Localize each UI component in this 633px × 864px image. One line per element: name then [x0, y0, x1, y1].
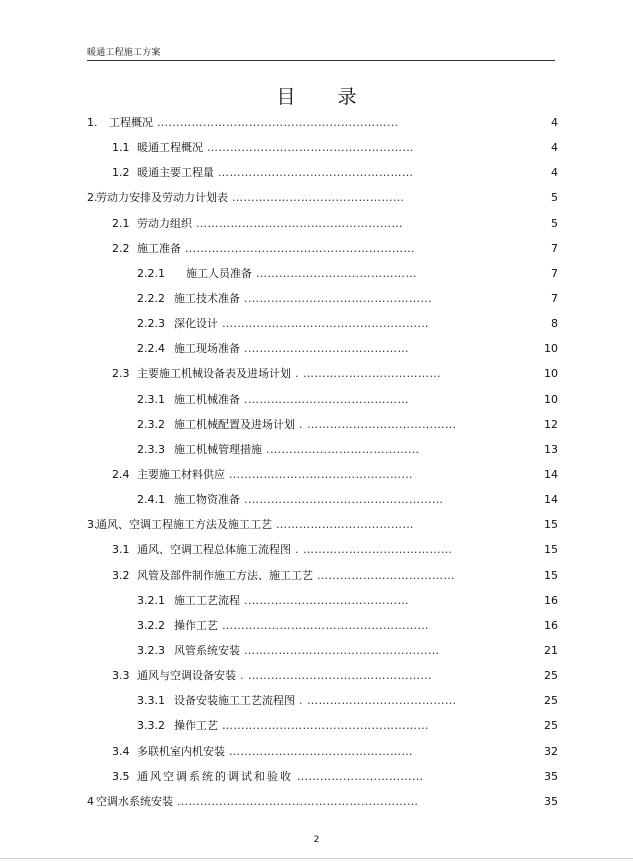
toc-entry[interactable]	[87, 588, 558, 613]
toc-entry[interactable]	[87, 261, 558, 286]
toc-entry-title: 主要施工材料供应	[137, 467, 225, 481]
toc-entry-title-line	[137, 462, 413, 487]
toc-entry[interactable]	[87, 135, 558, 160]
toc-entry-page: 16	[544, 593, 558, 607]
toc-entry-number: 3.5	[112, 769, 130, 783]
toc-entry-page: 7	[551, 291, 558, 305]
toc-entry[interactable]	[87, 412, 558, 437]
toc-entry-page: 7	[551, 266, 558, 280]
toc-entry-number: 3.3.2	[137, 719, 165, 733]
toc-entry-page: 15	[544, 568, 558, 582]
toc-entry[interactable]	[87, 211, 558, 236]
toc-entry-title: 设备安装施工工艺流程图	[174, 694, 295, 708]
toc-entry-title: 深化设计	[174, 317, 218, 331]
toc-entry-page: 25	[544, 719, 558, 733]
toc-leader-dots: ………………………………………………	[218, 719, 429, 733]
toc-entry-page: 25	[544, 694, 558, 708]
toc-entry-number: 2.	[87, 191, 98, 205]
toc-entry-title-line	[174, 588, 409, 613]
toc-leader-dots: .……………………………………	[240, 392, 409, 406]
toc-entry[interactable]	[87, 739, 558, 764]
toc-entry-number: 4	[87, 794, 94, 808]
toc-entry[interactable]	[87, 437, 558, 462]
toc-entry-number: 2.2.2	[137, 291, 165, 305]
table-of-contents	[87, 110, 558, 814]
toc-entry[interactable]	[87, 563, 558, 588]
toc-leader-dots: ………………………………………………	[218, 317, 429, 331]
toc-entry-title-line	[137, 236, 415, 261]
toc-entry-number: 3.2.1	[137, 593, 165, 607]
toc-leader-dots: ……………………………………………………	[181, 241, 415, 255]
toc-entry[interactable]	[87, 110, 558, 135]
toc-entry-title: 风管系统安装	[174, 643, 240, 657]
toc-entry-number: 2.2.4	[137, 342, 165, 356]
toc-entry[interactable]	[87, 764, 558, 789]
toc-entry-number: 2.2.3	[137, 317, 165, 331]
toc-entry[interactable]	[87, 387, 558, 412]
toc-entry-page: 4	[551, 166, 558, 180]
toc-entry-title: 施工人员准备	[186, 266, 252, 280]
toc-entry[interactable]	[87, 160, 558, 185]
toc-title: 目 录	[276, 86, 375, 108]
toc-entry-title-line	[174, 387, 409, 412]
toc-entry-page: 10	[544, 367, 558, 381]
toc-entry-title: 操作工艺	[174, 719, 218, 733]
toc-entry-page: 15	[544, 518, 558, 532]
toc-leader-dots: .……………………………………	[240, 342, 409, 356]
toc-entry-number: 3.2	[112, 568, 130, 582]
running-header: 暖通工程施工方案	[87, 48, 161, 58]
toc-entry-number: 2.1	[112, 216, 130, 230]
toc-entry[interactable]	[87, 537, 558, 562]
toc-entry-title-line	[174, 487, 444, 512]
toc-leader-dots: ………………………………………………………	[153, 116, 399, 129]
toc-entry-page: 5	[551, 216, 558, 230]
toc-entry[interactable]	[87, 713, 558, 738]
toc-entry-page: 4	[551, 141, 558, 155]
toc-entry[interactable]	[87, 512, 558, 537]
toc-entry-page: 10	[544, 392, 558, 406]
header-divider	[87, 60, 555, 61]
toc-entry[interactable]	[87, 613, 558, 638]
toc-leader-dots: ………………………………………………	[203, 141, 414, 155]
toc-entry[interactable]	[87, 688, 558, 713]
toc-entry-title: 暖通主要工程量	[137, 166, 214, 180]
toc-entry-number: 3.4	[112, 744, 130, 758]
toc-entry-number: 1.	[87, 116, 98, 129]
toc-entry[interactable]	[87, 663, 558, 688]
toc-leader-dots: . …………………………………………	[236, 669, 432, 683]
toc-entry-title: 通风、空调工程施工方法及施工工艺	[96, 518, 272, 532]
toc-entry-title: 劳动力组织	[137, 216, 192, 230]
toc-entry-title: 空调水系统安装	[96, 794, 173, 808]
toc-entry-title-line	[96, 512, 414, 537]
toc-leader-dots: .……………………………………………	[240, 493, 444, 507]
toc-entry-page: 8	[551, 317, 558, 331]
toc-leader-dots: . ………………………………	[291, 367, 441, 381]
toc-entry-number: 3.	[87, 518, 98, 532]
toc-entry-title-line	[137, 361, 441, 386]
toc-entry-title-line	[174, 286, 432, 311]
toc-entry-title-line	[174, 688, 457, 713]
toc-entry-title-line	[174, 412, 457, 437]
toc-leader-dots: ……………………………………	[252, 266, 417, 280]
toc-entry[interactable]	[87, 789, 558, 814]
toc-entry[interactable]	[87, 638, 558, 663]
toc-leader-dots: ……………………………………………	[214, 166, 414, 180]
toc-entry-page: 35	[544, 794, 558, 808]
toc-entry-title: 施工机械管理措施	[174, 442, 262, 456]
toc-entry-page: 15	[544, 543, 558, 557]
toc-entry-title-line	[137, 739, 413, 764]
toc-entry-title: 通风空调系统的调试和验收	[137, 769, 293, 783]
toc-entry-number: 3.2.2	[137, 618, 165, 632]
toc-entry-page: 12	[544, 417, 558, 431]
toc-entry-page: 21	[544, 643, 558, 657]
toc-entry[interactable]	[87, 236, 558, 261]
toc-entry-title-line	[137, 764, 424, 789]
toc-entry-title-line	[174, 638, 440, 663]
toc-entry-page: 14	[544, 493, 558, 507]
toc-entry-number: 2.4	[112, 467, 130, 481]
toc-entry-page: 7	[551, 241, 558, 255]
toc-entry-title-line	[174, 437, 420, 462]
toc-leader-dots: .…………………………………	[262, 442, 420, 456]
toc-entry-title: 风管及部件制作施工方法、施工工艺	[137, 568, 313, 582]
toc-entry-number: 3.2.3	[137, 643, 165, 657]
toc-entry[interactable]	[87, 462, 558, 487]
toc-entry-title-line	[174, 336, 409, 361]
toc-entry-page: 4	[551, 116, 558, 129]
toc-entry-number: 1.2	[112, 166, 130, 180]
toc-entry-title-line	[137, 135, 414, 160]
toc-entry-number: 2.3	[112, 367, 130, 381]
toc-entry-title: 通风与空调设备安装	[137, 669, 236, 683]
toc-leader-dots: ………………………………	[313, 568, 455, 582]
toc-entry-title-line	[137, 537, 453, 562]
toc-leader-dots: .…………………………………………	[240, 291, 432, 305]
toc-leader-dots: …………………………………………	[225, 467, 413, 481]
toc-entry-title-line	[137, 160, 414, 185]
toc-entry-title: 主要施工机械设备表及进场计划	[137, 367, 291, 381]
toc-entry-title: 操作工艺	[174, 618, 218, 632]
toc-leader-dots: . …………………………………	[295, 694, 457, 708]
toc-entry-page: 25	[544, 669, 558, 683]
toc-entry-title-line	[137, 663, 432, 688]
toc-leader-dots: ………………………………………	[228, 191, 405, 205]
toc-leader-dots: ………………………………………………	[192, 216, 403, 230]
page-number: 2	[313, 835, 320, 845]
toc-entry-number: 3.1	[112, 543, 130, 557]
toc-entry-title: 施工机械准备	[174, 392, 240, 406]
toc-entry-page: 35	[544, 769, 558, 783]
toc-leader-dots: . …………………………………	[295, 417, 457, 431]
toc-entry-number: 2.4.1	[137, 493, 165, 507]
toc-entry-title-line	[174, 613, 429, 638]
toc-entry[interactable]	[87, 311, 558, 336]
toc-entry-page: 10	[544, 342, 558, 356]
toc-leader-dots: ………………………………………………	[218, 618, 429, 632]
toc-leader-dots: ……………………………	[293, 769, 424, 783]
toc-leader-dots: ……………………………………………	[240, 643, 440, 657]
toc-entry-title-line	[174, 311, 429, 336]
toc-entry[interactable]	[87, 487, 558, 512]
toc-entry-number: 3.3.1	[137, 694, 165, 708]
toc-entry-title: 多联机室内机安装	[137, 744, 225, 758]
toc-leader-dots: . …………………………………	[291, 543, 453, 557]
toc-entry-number: 2.3.1	[137, 392, 165, 406]
toc-entry-title-line	[96, 789, 419, 814]
toc-entry-title: 施工准备	[137, 241, 181, 255]
toc-entry[interactable]	[87, 185, 558, 210]
toc-entry-number: 3.3	[112, 669, 130, 683]
toc-entry-title: 劳动力安排及劳动力计划表	[96, 191, 228, 205]
toc-entry-page: 5	[551, 191, 558, 205]
toc-entry[interactable]	[87, 336, 558, 361]
toc-entry-title-line	[96, 185, 405, 210]
toc-leader-dots: .……………………………………	[240, 593, 409, 607]
toc-entry-title-line	[137, 563, 455, 588]
toc-entry-title-line	[109, 110, 399, 135]
toc-entry-page: 13	[544, 442, 558, 456]
toc-entry-title: 施工机械配置及进场计划	[174, 417, 295, 431]
toc-entry-page: 14	[544, 467, 558, 481]
toc-entry-title: 施工现场准备	[174, 342, 240, 356]
toc-leader-dots: …………………………………………	[225, 744, 413, 758]
toc-entry-title: 施工工艺流程	[174, 593, 240, 607]
toc-entry-number: 2.3.3	[137, 442, 165, 456]
toc-entry-title: 通风、空调工程总体施工流程图	[137, 543, 291, 557]
toc-entry[interactable]	[87, 361, 558, 386]
toc-entry-title: 施工物资准备	[174, 493, 240, 507]
page-bottom-edge	[0, 858, 633, 859]
toc-leader-dots: ………………………………………………………	[173, 794, 419, 808]
toc-entry-title-line	[137, 211, 403, 236]
toc-entry-page: 32	[544, 744, 558, 758]
toc-entry[interactable]	[87, 286, 558, 311]
toc-entry-title: 施工技术准备	[174, 291, 240, 305]
toc-entry-title: 工程概况	[109, 116, 153, 129]
toc-entry-number: 2.2	[112, 241, 130, 255]
toc-entry-title: 暖通工程概况	[137, 141, 203, 155]
toc-entry-page: 16	[544, 618, 558, 632]
toc-entry-number: 1.1	[112, 141, 130, 155]
toc-entry-number: 2.3.2	[137, 417, 165, 431]
toc-entry-number: 2.2.1	[137, 266, 165, 280]
toc-entry-title-line	[186, 261, 417, 286]
toc-leader-dots: ………………………………	[272, 518, 414, 532]
toc-entry-title-line	[174, 713, 429, 738]
